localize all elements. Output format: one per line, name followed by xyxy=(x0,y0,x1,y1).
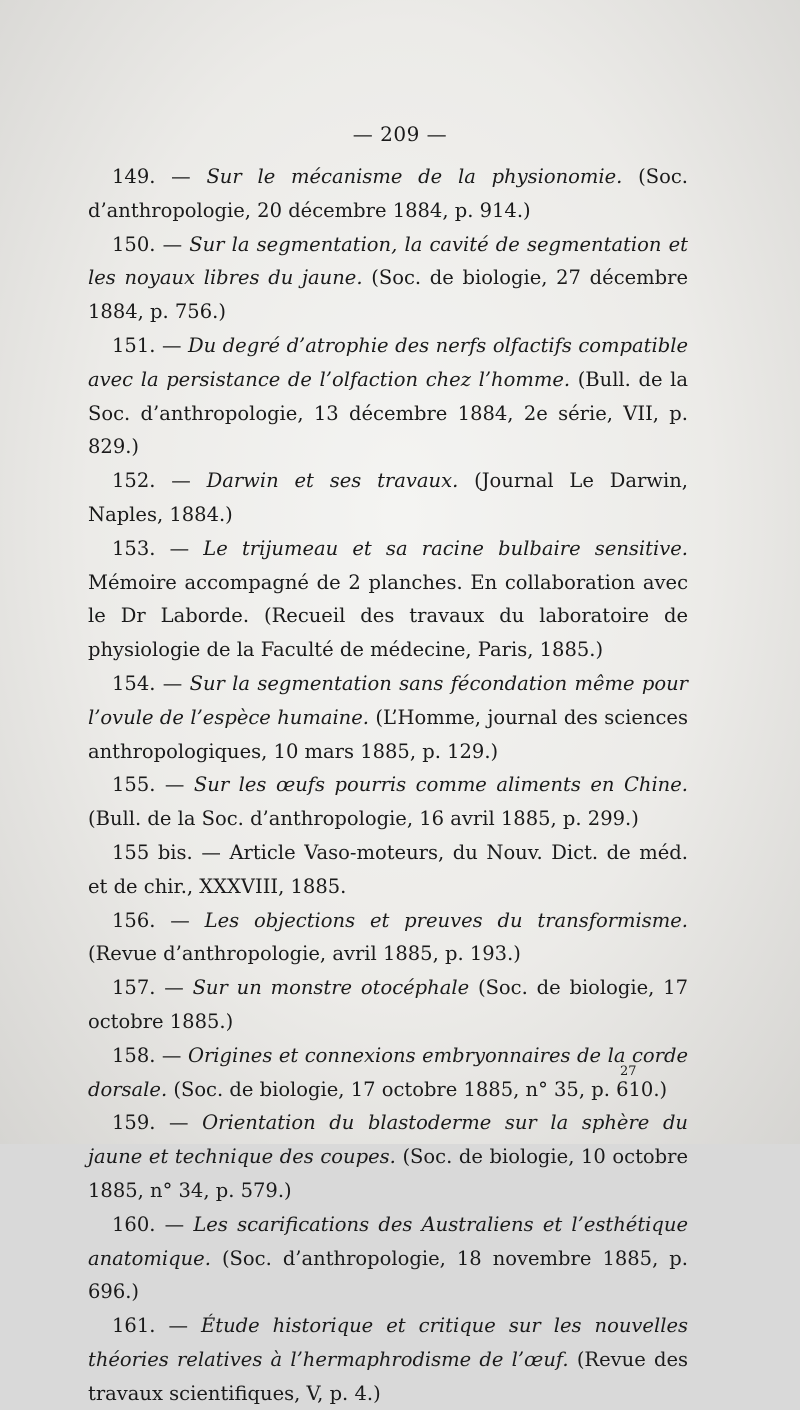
bibliography-entry xyxy=(88,1039,688,1107)
entry-details: Article Vaso-moteurs, du Nouv. Dict. de méd. et de chir., XXXVIII, 1885. xyxy=(88,840,688,898)
bibliography-entry xyxy=(88,768,688,836)
bibliography-entry xyxy=(88,532,688,667)
entry-number: 151. — xyxy=(112,333,188,357)
entry-number: 155 bis. — xyxy=(112,840,230,864)
bibliography-entry xyxy=(88,228,688,329)
bibliography-entry xyxy=(88,1106,688,1207)
entry-details: (L’Homme, journal des sciences anthropologiques, 10 mars 1885, p. 129.) xyxy=(88,705,688,763)
bibliography-entry xyxy=(88,1309,688,1410)
page-number: — 209 — xyxy=(352,122,448,146)
entry-title: Sur la segmentation, la cavité de segmentation et les noyaux libres du jaune. xyxy=(88,232,688,290)
entry-details: (Bull. de la Soc. d’anthropologie, 13 décembre 1884, 2e série, VII, p. 829.) xyxy=(88,367,688,459)
entry-details: (Soc. d’anthropologie, 18 novembre 1885, p. 696.) xyxy=(88,1246,688,1304)
entry-details: (Revue des travaux scientifiques, V, p. 4.) xyxy=(88,1347,689,1405)
entry-title: Origines et connexions embryonnaires de la corde dorsale. xyxy=(88,1043,688,1101)
entry-title: Darwin et ses travaux. xyxy=(206,469,459,493)
entry-number: 159. — xyxy=(112,1111,203,1135)
bibliography-list xyxy=(88,160,688,1410)
entry-number: 153. — xyxy=(112,536,204,560)
entry-number: 158. — xyxy=(112,1043,188,1067)
entry-details: (Soc. de biologie, 17 octobre 1885, n° 35, p. 610.) xyxy=(167,1077,668,1101)
entry-title: Sur un monstre otocéphale xyxy=(192,976,470,1000)
entry-details: (Journal Le Darwin, Naples, 1884.) xyxy=(88,469,688,526)
entry-details: (Revue d’anthropologie, avril 1885, p. 193.) xyxy=(88,942,521,966)
entry-title: Étude historique et critique sur les nouvelles théories relatives à l’hermaphrodisme de l’œuf. xyxy=(88,1314,688,1371)
entry-details: (Soc. d’anthropologie, 20 décembre 1884, p. 914.) xyxy=(88,165,688,222)
bibliography-entry xyxy=(88,1208,688,1309)
entry-title: Du degré d’atrophie des nerfs olfactifs compatible avec la persistance de l’olfaction chez l’homme. xyxy=(88,333,688,391)
entry-details: (Soc. de biologie, 17 octobre 1885.) xyxy=(88,976,688,1033)
entry-number: 149. — xyxy=(112,165,207,188)
entry-number: 161. — xyxy=(112,1314,201,1338)
entry-details: (Bull. de la Soc. d’anthropologie, 16 avril 1885, p. 299.) xyxy=(88,807,639,831)
entry-title: Sur le mécanisme de la physionomie. xyxy=(206,165,623,188)
entry-title: Sur la segmentation sans fécondation même pour l’ovule de l’espèce humaine. xyxy=(88,671,688,729)
entry-title: Sur les œufs pourris comme aliments en Chine. xyxy=(193,773,688,797)
entry-number: 150. — xyxy=(112,232,190,256)
entry-title: Les objections et preuves du transformisme. xyxy=(204,908,688,932)
bibliography-entry xyxy=(88,464,688,532)
entry-title: Orientation du blastoderme sur la sphère du jaune et technique des coupes. xyxy=(88,1111,688,1169)
entry-number: 155. — xyxy=(112,773,194,797)
entry-details: Mémoire accompagné de 2 planches. En collaboration avec le Dr Laborde. (Recueil des travaux du laboratoire de physiologie de la Faculté de médecine, Paris, 1885.) xyxy=(88,570,688,662)
entry-number: 157. — xyxy=(112,976,193,1000)
entry-details: (Soc. de biologie, 10 octobre 1885, n° 34, p. 579.) xyxy=(88,1145,688,1202)
entry-number: 156. — xyxy=(112,908,205,932)
entry-number: 160. — xyxy=(112,1212,194,1236)
entry-number: 152. — xyxy=(112,469,207,493)
bibliography-entry xyxy=(88,329,688,464)
entry-details: (Soc. de biologie, 27 décembre 1884, p. 756.) xyxy=(88,266,689,324)
signature-mark: 27 xyxy=(620,1064,637,1079)
bibliography-entry xyxy=(88,904,688,972)
entry-title: Les scarifications des Australiens et l’esthétique anatomique. xyxy=(88,1212,688,1270)
bibliography-entry xyxy=(88,836,688,904)
bibliography-entry xyxy=(88,971,688,1039)
bibliography-entry xyxy=(88,160,688,228)
entry-title: Le trijumeau et sa racine bulbaire sensitive. xyxy=(203,536,688,560)
entry-number: 154. — xyxy=(112,671,190,695)
bibliography-entry xyxy=(88,667,688,768)
